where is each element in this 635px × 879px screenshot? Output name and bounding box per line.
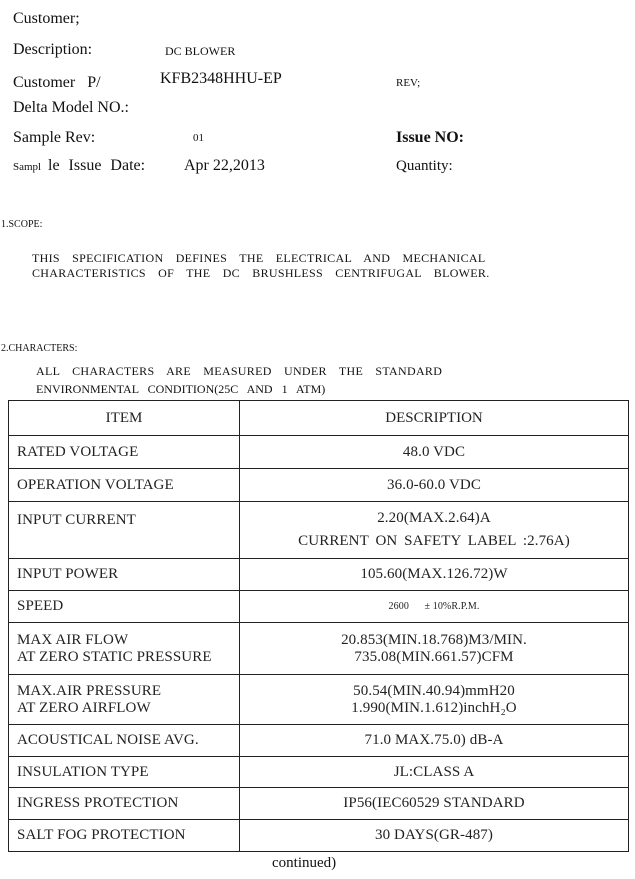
description-value: DC BLOWER (165, 44, 236, 58)
sample-rev-value: 01 (193, 132, 204, 144)
row-desc (240, 502, 629, 559)
col-item-header: ITEM (9, 401, 240, 436)
table-row (9, 623, 629, 675)
row-item (9, 675, 240, 725)
scope-line-1: THIS SPECIFICATION DEFINES THE ELECTRICAL AND MECHANICAL (32, 251, 486, 265)
row-desc: IP56(IEC60529 STANDARD (240, 788, 629, 820)
row-item: INPUT POWER (9, 559, 240, 591)
row-desc (240, 623, 629, 675)
row-item: INSULATION TYPE (9, 757, 240, 788)
spec-table (8, 400, 629, 852)
row-item: RATED VOLTAGE (9, 436, 240, 469)
col-description-header: DESCRIPTION (240, 401, 629, 436)
table-row (9, 502, 629, 559)
customer-pn-label: Customer P/ (13, 74, 101, 91)
row-desc (240, 675, 629, 725)
row-item: INGRESS PROTECTION (9, 788, 240, 820)
row-item (9, 623, 240, 675)
row-desc: JL:CLASS A (240, 757, 629, 788)
row-item: INPUT CURRENT (9, 502, 240, 559)
row-desc: 36.0-60.0 VDC (240, 469, 629, 502)
desc-line: 20.853(MIN.18.768)M3/MIN. (341, 631, 527, 648)
scope-line-2: CHARACTERISTICS OF THE DC BRUSHLESS CENTRIFUGAL BLOWER. (32, 266, 490, 280)
desc-line: 2.20(MAX.2.64)A (377, 510, 491, 526)
table-row (9, 820, 629, 852)
characters-line-1: ALL CHARACTERS ARE MEASURED UNDER THE STANDARD (36, 364, 443, 378)
desc-line: CURRENT ON SAFETY LABEL :2.76A) (298, 533, 570, 549)
table-row (9, 725, 629, 757)
customer-label: Customer; (13, 10, 80, 27)
row-desc: 71.0 MAX.75.0) dB-A (240, 725, 629, 757)
row-desc: 105.60(MAX.126.72)W (240, 559, 629, 591)
row-item: ACOUSTICAL NOISE AVG. (9, 725, 240, 757)
row-desc: 2600 ± 10%R.P.M. (240, 591, 629, 623)
row-desc: 48.0 VDC (240, 436, 629, 469)
issue-no-label: Issue NO: (396, 129, 465, 146)
row-item: SALT FOG PROTECTION (9, 820, 240, 852)
characters-heading: 2.CHARACTERS: (1, 343, 78, 354)
item-line: AT ZERO AIRFLOW (17, 699, 151, 716)
row-item: OPERATION VOLTAGE (9, 469, 240, 502)
row-item: SPEED (9, 591, 240, 623)
rev-label: REV; (396, 77, 421, 89)
table-row (9, 675, 629, 725)
table-row (9, 559, 629, 591)
item-line: MAX.AIR PRESSURE (17, 682, 162, 699)
desc-line: 50.54(MIN.40.94)mmH20 (353, 682, 515, 699)
sample-issue-date-value: Apr 22,2013 (184, 157, 265, 174)
quantity-label: Quantity: (396, 158, 453, 174)
desc-line: 1.990(MIN.1.612)inchH₂O (351, 699, 517, 716)
continued-note: continued) (272, 855, 337, 871)
sample-issue-date-label-b: le Issue Date: (48, 157, 146, 174)
characters-line-2: ENVIRONMENTAL CONDITION(25C AND 1 ATM) (36, 382, 326, 396)
delta-model-label: Delta Model NO.: (13, 99, 129, 116)
sample-issue-date-label-a: Sampl (13, 161, 42, 173)
sample-rev-label: Sample Rev: (13, 129, 96, 146)
customer-pn-value: KFB2348HHU-EP (160, 70, 282, 87)
desc-line: 735.08(MIN.661.57)CFM (354, 648, 514, 665)
item-line: AT ZERO STATIC PRESSURE (17, 648, 212, 665)
table-row (9, 591, 629, 623)
table-header-row (9, 401, 629, 436)
table-row (9, 469, 629, 502)
table-row (9, 436, 629, 469)
table-row (9, 788, 629, 820)
item-line: MAX AIR FLOW (17, 631, 129, 648)
description-label: Description: (13, 41, 93, 58)
row-desc: 30 DAYS(GR-487) (240, 820, 629, 852)
table-row (9, 757, 629, 788)
scope-heading: 1.SCOPE: (1, 219, 43, 230)
